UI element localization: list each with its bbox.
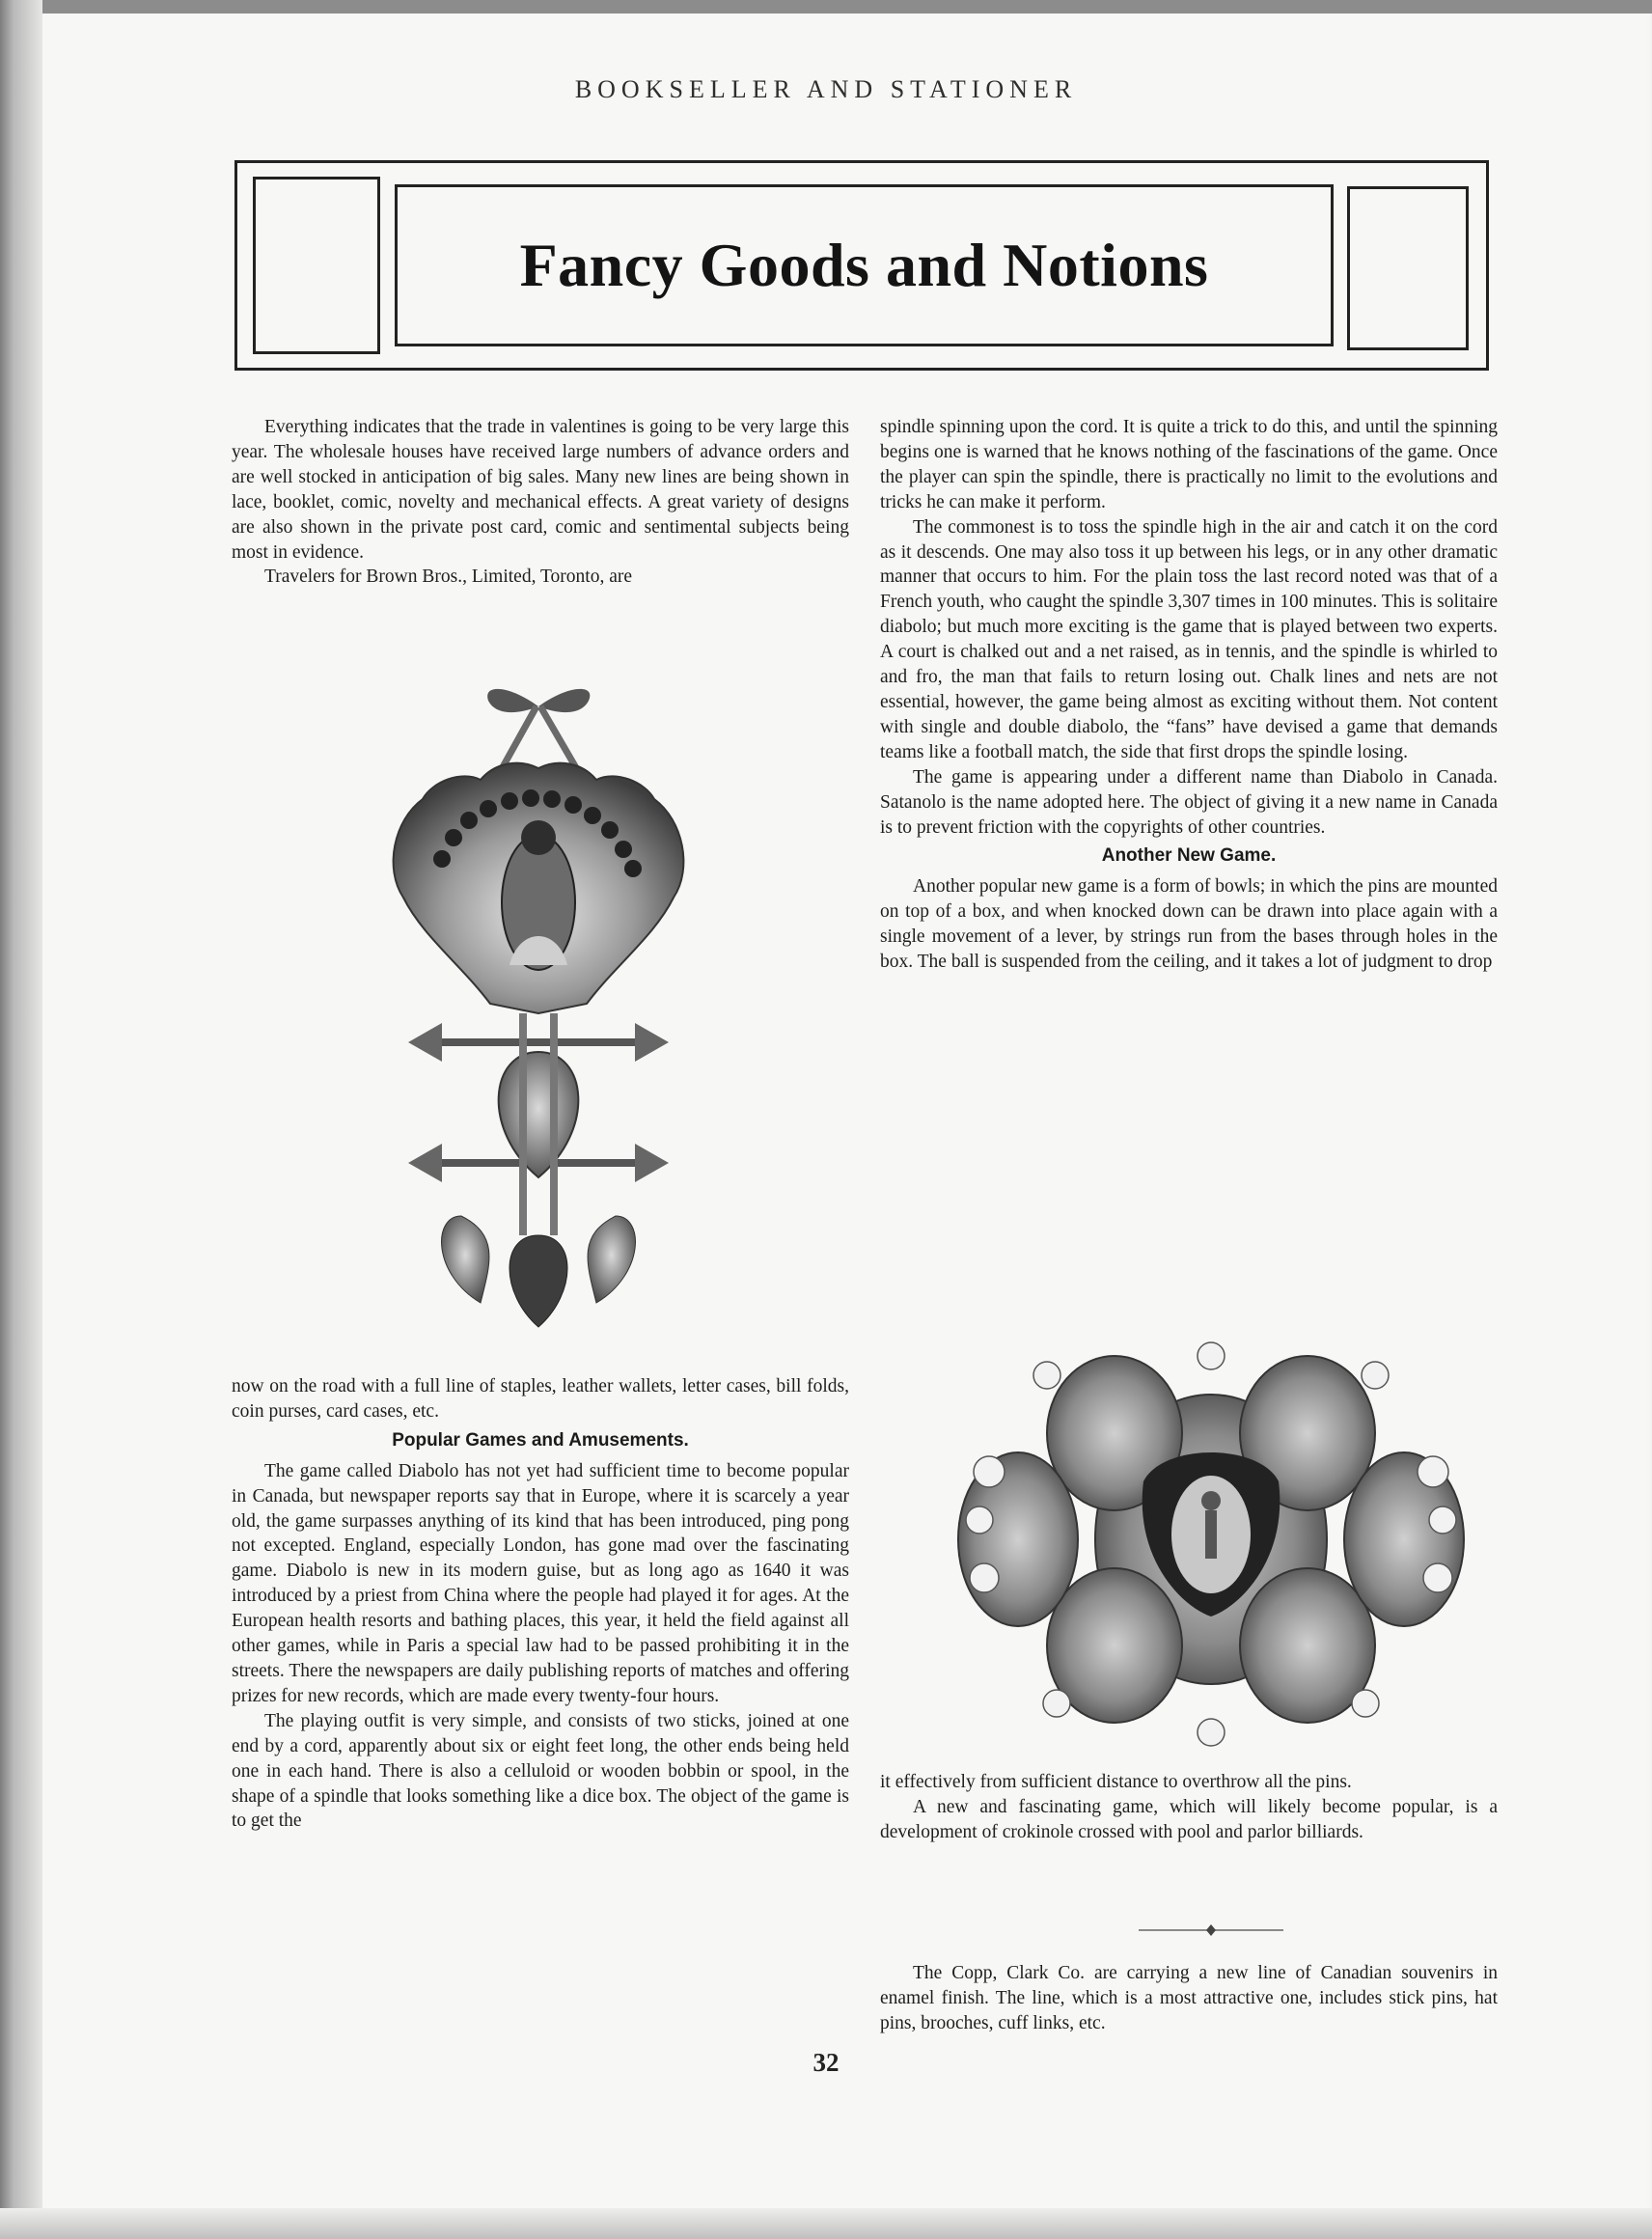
bowls-game-paragraph: Another popular new game is a form of bowls; in which the pins are mounted on top of a box, and when knocked down can be drawn into place again with a single movement of a lever, by strings run from the bases through holes in the box. The ball is suspended from the ceiling, and it takes a lot of judgment to drop <box>880 876 1498 973</box>
page-number: 32 <box>812 2048 840 2077</box>
scan-edge-bottom <box>0 2208 1652 2239</box>
bowls-continuation: it effectively from sufficient distance to overthrow all the pins. <box>880 1772 1352 1792</box>
spindle-continuation: spindle spinning upon the cord. It is quite a trick to do this, and until the spinning begins one is warned that he knows nothing of the fascinations of the game. Once the player can spin the spindle, there is practically no limit to the evolutions and tricks he can make it perform. <box>880 417 1498 512</box>
valentine-fan-illustration <box>374 676 702 1341</box>
intro-paragraph-travelers: Travelers for Brown Bros., Limited, Toronto, are <box>264 567 632 588</box>
title-frame-center-panel <box>395 184 1334 346</box>
title-frame <box>234 160 1489 371</box>
crokinole-paragraph: A new and fascinating game, which will likely become popular, is a development of crokinole crossed with pool and parlor billiards. <box>880 1796 1498 1842</box>
diabolo-paragraph: The game called Diabolo has not yet had sufficient time to become popular in Canada, but newspaper reports say that in Europe, where it is scarcely a year old, the game surpasses anything of its kind that has been introduced, ping pong not excepted. England, especially London, has gone mad over the fascinating game. Diabolo is new in its modern guise, but as long ago as 1640 it was introduced by a priest from China where the people had played it for ages. At the European health resorts and bathing places, this year, it held the field against all other games, while in Paris a special law had to be passed prohibiting it in the streets. There the newspapers are daily publishing reports of matches and offering prizes for new records, which are made every twenty-four hours. <box>232 1460 849 1706</box>
section-heading-popular-games: Popular Games and Amusements. <box>392 1429 689 1451</box>
intro-paragraph: Everything indicates that the trade in valentines is going to be very large this year. The wholesale houses have received large numbers of advance orders and are well stocked in anticipation of big sales. Many new lines are being shown in lace, booklet, comic, novelty and mechanical effects. A great variety of designs are also shown in the private post card, comic and sentimental subjects being most in evidence. <box>232 417 849 563</box>
title-frame-left-panel <box>253 177 380 354</box>
scan-edge-top <box>0 0 1652 14</box>
playing-outfit-paragraph: The playing outfit is very simple, and consists of two sticks, joined at one end by a cord, apparently about six or eight feet long, the other ends being held one in each hand. There is also a celluloid or wooden bobbin or spool, in the shape of a spindle that looks something like a dice box. The object of the game is to get the <box>232 1710 849 1832</box>
commonest-toss-paragraph: The commonest is to toss the spindle high in the air and catch it on the cord as it descends. One may also toss it up between his legs, or in any other dramatic manner that occurs to him. For the plain toss the last record noted was that of a French youth, who caught the spindle 3,307 times in 100 minutes. This is solitaire diabolo; but much more exciting is the game that is played between two experts. A court is chalked out and a net raised, as in tennis, and the spindle is whirled to and fro, the man that fails to return losing out. Chalk lines and nets are not essential, however, the game being almost as exciting without them. Not content with single and double diabolo, the “fans” have devised a game that demands teams like a football match, the side that first drops the spindle losing. <box>880 516 1498 762</box>
copp-clark-notice: The Copp, Clark Co. are carrying a new line of Canadian souvenirs in enamel finish. The line, which is a most attractive one, includes stick pins, hat pins, brooches, cuff links, etc. <box>880 1963 1498 2033</box>
title-frame-right-panel <box>1347 186 1469 350</box>
right-column-bottom <box>880 1770 1498 1845</box>
section-divider-rule <box>1139 1924 1283 1936</box>
right-column-notice <box>880 1961 1498 2036</box>
scan-edge-left <box>0 0 42 2239</box>
satanolo-paragraph: The game is appearing under a different name than Diabolo in Canada. Satanolo is the name adopted here. The object of giving it a new name in Canada is to prevent friction with the copyrights of other countries. <box>880 766 1498 838</box>
section-heading-another-game: Another New Game. <box>1101 845 1277 867</box>
left-column-games <box>232 1374 849 1834</box>
page-title: Fancy Goods and Notions <box>519 231 1209 299</box>
right-column-top <box>880 415 1498 975</box>
left-column-intro <box>232 415 849 590</box>
running-head: BOOKSELLER AND STATIONER <box>574 75 1078 103</box>
brown-bros-continuation: now on the road with a full line of staples, leather wallets, letter cases, bill folds, coin purses, card cases, etc. <box>232 1376 849 1422</box>
butterfly-souvenir-illustration <box>941 1327 1481 1752</box>
